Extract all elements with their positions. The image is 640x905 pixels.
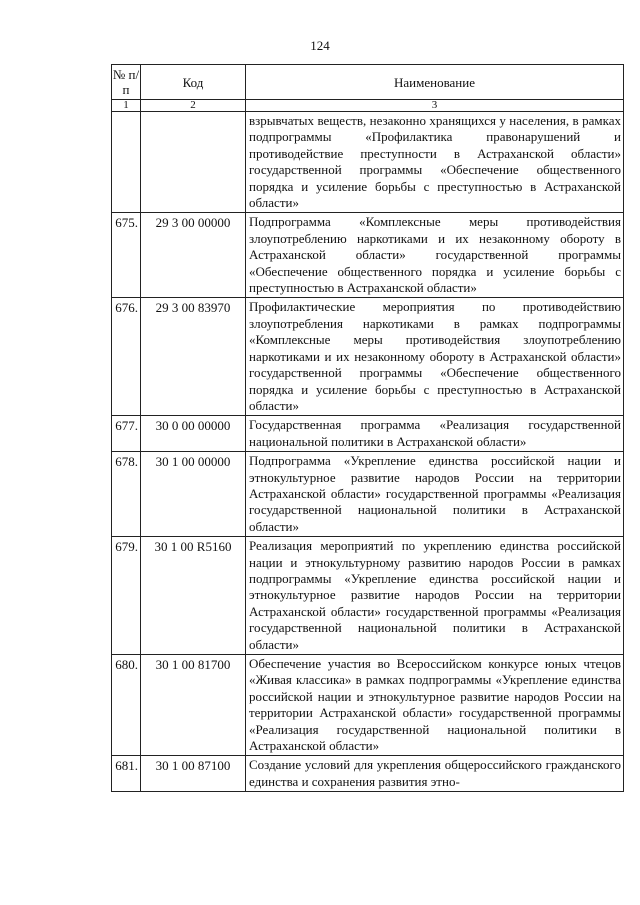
row-number: 675. [112,213,141,298]
row-code: 30 1 00 R5160 [141,537,246,655]
row-name: Обеспечение участия во Всероссийском конкурсе юных чтецов «Живая классика» в рамках подпрограммы «Укрепление единства российской нации и этнокультурное развитие народов России на территории Астраханской области» государственной программы «Реализация государственной национальной политики в Астраханской области» [246,655,624,756]
table-row [112,452,624,537]
header-number: № п/п [112,65,141,100]
column-number-1: 1 [112,100,141,112]
row-number [112,112,141,213]
table-row [112,655,624,756]
table-header-row [112,65,624,100]
row-name: взрывчатых веществ, незаконно хранящихся у населения, в рамках подпрограммы «Профилактика правонарушений и противодействие преступности в Астраханской области» государственной программы «Обеспечение общественного порядка и усиление борьбы с преступностью в Астраханской области» [246,112,624,213]
table-row [112,298,624,416]
row-code: 30 1 00 81700 [141,655,246,756]
row-code: 30 0 00 00000 [141,416,246,452]
table-row [112,537,624,655]
row-number: 680. [112,655,141,756]
column-numbers-row [112,100,624,112]
row-name: Реализация мероприятий по укреплению единства российской нации и этнокультурному развитию народов России в рамках подпрограммы «Укрепление единства российской нации и этнокультурное развитие народов России на территории Астраханской области» государственной программы «Реализация государственной национальной политики в Астраханской области» [246,537,624,655]
page-number: 124 [310,38,330,53]
row-name: Подпрограмма «Комплексные меры противодействия злоупотреблению наркотиками и их незаконному обороту в Астраханской области» государственной программы «Обеспечение общественного порядка и усиление борьбы с преступностью в Астраханской области» [246,213,624,298]
row-code: 29 3 00 83970 [141,298,246,416]
table-row [112,213,624,298]
row-number: 677. [112,416,141,452]
row-number: 679. [112,537,141,655]
classification-table [111,64,624,792]
row-code [141,112,246,213]
row-name: Подпрограмма «Укрепление единства российской нации и этнокультурное развитие народов России на территории Астраханской области» государственной программы «Реализация государственной национальной политики в Астраханской области» [246,452,624,537]
row-code: 30 1 00 87100 [141,756,246,792]
row-name: Профилактические мероприятия по противодействию злоупотребления наркотиками в рамках подпрограммы «Комплексные меры противодействия злоупотреблению наркотиками и их незаконному обороту в Астраханской области» государственной программы «Обеспечение общественного порядка и усиление борьбы с преступностью в Астраханской области» [246,298,624,416]
header-name: Наименование [246,65,624,100]
row-name: Государственная программа «Реализация государственной национальной политики в Астраханской области» [246,416,624,452]
table-row [112,756,624,792]
row-number: 681. [112,756,141,792]
table-row [112,416,624,452]
row-code: 29 3 00 00000 [141,213,246,298]
row-number: 678. [112,452,141,537]
row-number: 676. [112,298,141,416]
column-number-3: 3 [246,100,624,112]
row-code: 30 1 00 00000 [141,452,246,537]
row-name: Создание условий для укрепления общероссийского гражданского единства и сохранения развития этно- [246,756,624,792]
table-row [112,112,624,213]
header-code: Код [141,65,246,100]
column-number-2: 2 [141,100,246,112]
